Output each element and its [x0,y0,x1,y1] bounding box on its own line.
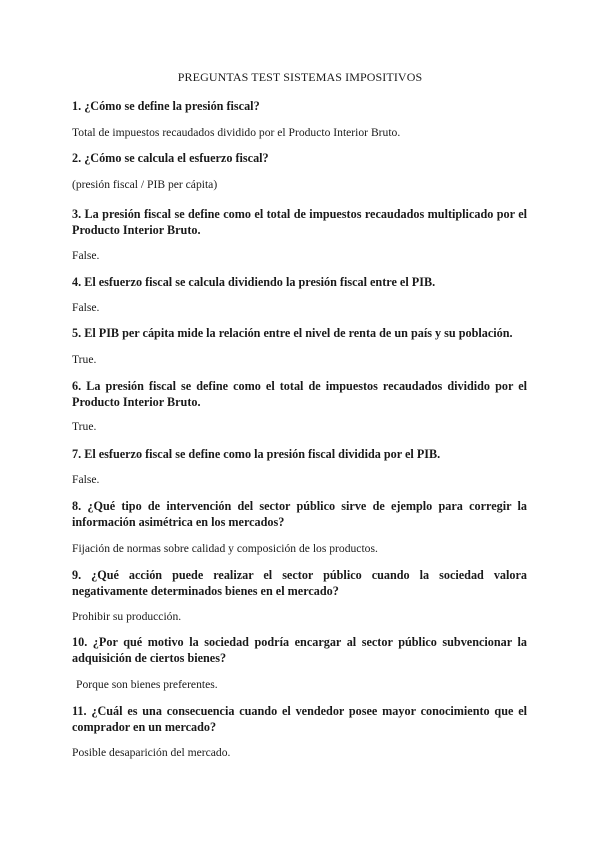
question-6: 6. La presión fiscal se define como el total de impuestos recaudados dividido por el Producto Interior Bruto. [72,379,527,409]
answer-11: Posible desaparición del mercado. [72,746,231,759]
answer-2: (presión fiscal / PIB per cápita) [72,178,218,191]
answer-3: False. [72,249,100,262]
question-3: 3. La presión fiscal se define como el total de impuestos recaudados multiplicado por el Producto Interior Bruto. [72,207,527,237]
page-title: PREGUNTAS TEST SISTEMAS IMPOSITIVOS [177,70,423,84]
question-1: 1. ¿Cómo se define la presión fiscal? [72,99,260,113]
answer-7: False. [72,473,100,486]
answer-5: True. [72,353,97,366]
answer-8: Fijación de normas sobre calidad y composición de los productos. [72,542,378,555]
answer-1: Total de impuestos recaudados dividido por el Producto Interior Bruto. [72,126,401,139]
question-2: 2. ¿Cómo se calcula el esfuerzo fiscal? [72,151,269,165]
question-8: 8. ¿Qué tipo de intervención del sector público sirve de ejemplo para corregir la información asimétrica en los mercados? [72,499,527,529]
answer-4: False. [72,301,100,314]
answer-10: Porque son bienes preferentes. [76,678,218,691]
question-9: 9. ¿Qué acción puede realizar el sector público cuando la sociedad valora negativamente determinados bienes en el mercado? [72,568,527,598]
question-10: 10. ¿Por qué motivo la sociedad podría encargar al sector público subvencionar la adquisición de ciertos bienes? [72,635,527,665]
question-4: 4. El esfuerzo fiscal se calcula dividiendo la presión fiscal entre el PIB. [72,275,436,289]
question-7: 7. El esfuerzo fiscal se define como la presión fiscal dividida por el PIB. [72,447,441,461]
question-11: 11. ¿Cuál es una consecuencia cuando el vendedor posee mayor conocimiento que el comprador en un mercado? [72,704,527,734]
answer-9: Prohibir su producción. [72,610,182,623]
question-5: 5. El PIB per cápita mide la relación entre el nivel de renta de un país y su población. [72,326,513,340]
answer-6: True. [72,420,97,433]
